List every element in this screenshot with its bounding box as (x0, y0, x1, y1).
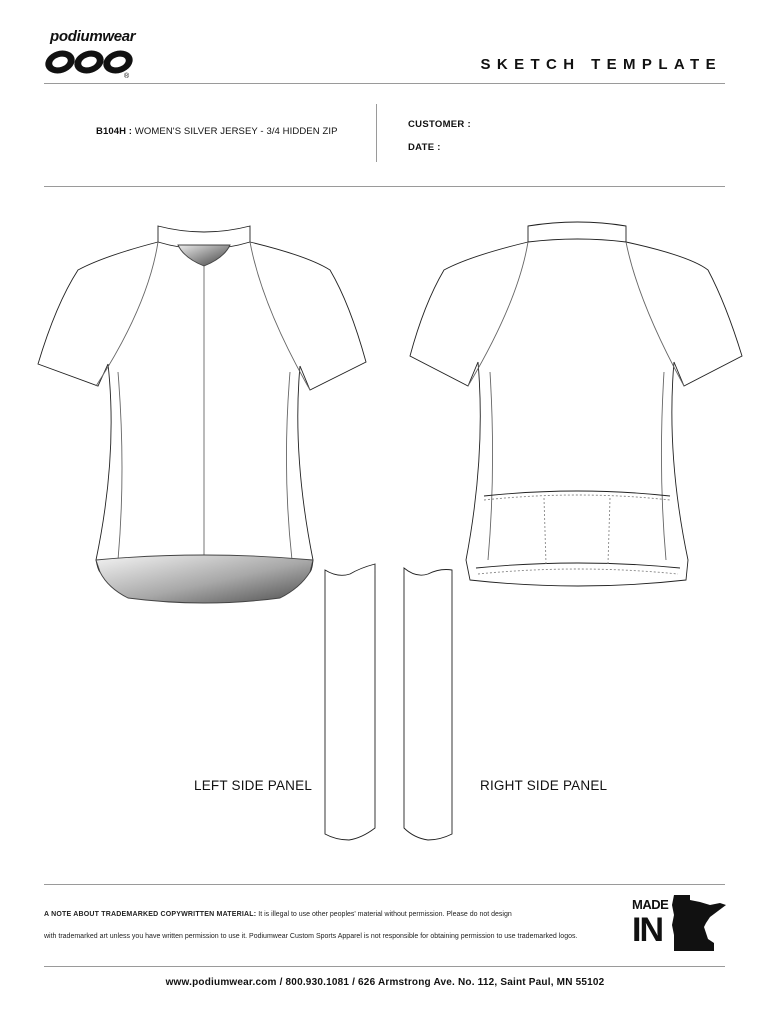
made-in-minnesota-badge (630, 893, 730, 953)
trademark-note-line1 (44, 911, 512, 918)
trademark-note-text: It is illegal to use other peoples' material without permission. Please do not design (258, 911, 512, 918)
in-text: IN (632, 911, 662, 949)
product-code: B104H : (96, 126, 133, 137)
jersey-front (38, 226, 366, 603)
footer-contact: www.podiumwear.com / 800.930.1081 / 626 Armstrong Ave. No. 112, Saint Paul, MN 55102 (165, 977, 605, 988)
date-label: DATE : (408, 142, 441, 153)
registered-mark: ® (124, 73, 130, 80)
trademark-note-heading: A NOTE ABOUT TRADEMARKED COPYWRITTEN MATERIAL: (44, 911, 257, 918)
left-side-panel (325, 564, 375, 840)
made-text: MADE (632, 897, 669, 912)
footer-divider (44, 966, 725, 967)
minnesota-state-icon (670, 895, 728, 951)
customer-label: CUSTOMER : (408, 119, 471, 130)
left-side-panel-label: LEFT SIDE PANEL (194, 778, 313, 793)
page-title: SKETCH TEMPLATE (480, 56, 722, 73)
product-description: WOMEN'S SILVER JERSEY - 3/4 HIDDEN ZIP (134, 126, 338, 137)
brand-wordmark: podiumwear (50, 28, 136, 45)
trademark-note-line2: with trademarked art unless you have written permission to use it. Podiumwear Custom Sports Apparel is not responsible for obtaining permission to use trademarked logos. (44, 933, 578, 940)
right-side-panel-label: RIGHT SIDE PANEL (480, 778, 608, 793)
notes-divider (44, 884, 725, 885)
right-side-panel (404, 568, 452, 840)
jersey-back (410, 222, 742, 586)
